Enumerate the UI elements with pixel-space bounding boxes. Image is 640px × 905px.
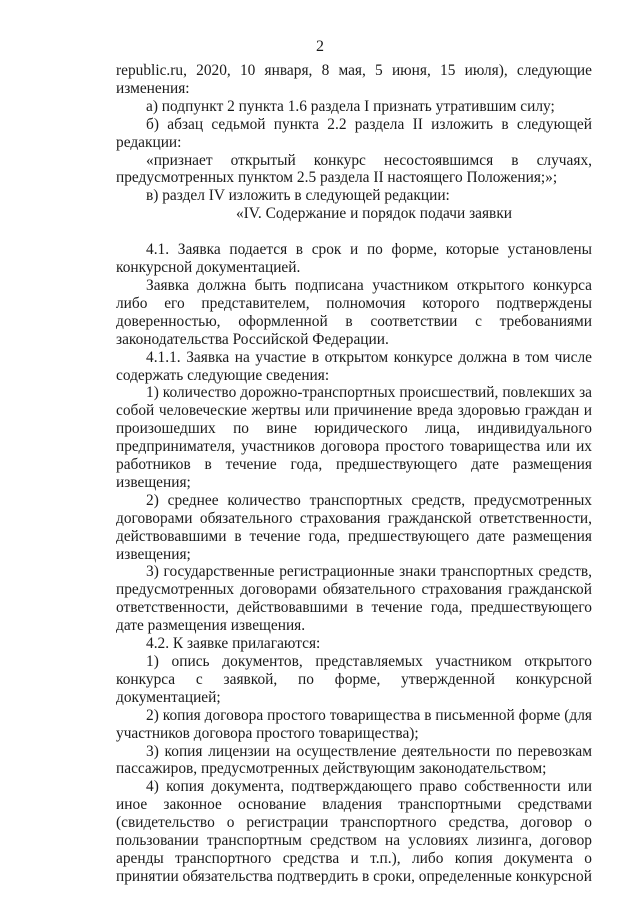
attachment-item-2: 2) копия договора простого товарищества в письменной форме (для участников договора простого товарищества); xyxy=(116,706,592,742)
paragraph-intro: republic.ru, 2020, 10 января, 8 мая, 5 июня, 15 июля), следующие изменения: xyxy=(116,62,592,97)
list-item-3: 3) государственные регистрационные знаки транспортных средств, предусмотренных договорами обязательного страхования гражданской ответственности, действовавшими в течение года, предшествующего дате размещения извещения. xyxy=(116,563,592,635)
attachment-item-3: 3) копия лицензии на осуществление деятельности по перевозкам пассажиров, предусмотренных действующим законодательством; xyxy=(116,742,592,778)
attachment-item-4: 4) копия документа, подтверждающего право собственности или иное законное основание владения транспортными средствами (свидетельство о регистрации транспортного средства, договор о пользовании транспортным средством на условиях лизинга, договор аренды транспортного средства и т.п.), либо копия документа о принятии обязательства подтвердить в сроки, определенные конкурсной xyxy=(116,778,592,885)
paragraph-item-b: б) абзац седьмой пункта 2.2 раздела II изложить в следующей редакции: xyxy=(116,115,592,151)
paragraph-4-2: 4.2. К заявке прилагаются: xyxy=(146,635,321,653)
paragraph-item-a: а) подпункт 2 пункта 1.6 раздела I признать утратившим силу; xyxy=(146,97,555,115)
paragraph-signature: Заявка должна быть подписана участником открытого конкурса либо его представителем, полномочия которого подтверждены доверенностью, оформленной в соответствии с требованиями законодательства Российской Федерации. xyxy=(116,276,592,348)
list-item-2: 2) среднее количество транспортных средств, предусмотренных договорами обязательного страхования гражданской ответственности, действовавшими в течение года, предшествующего дате размещения извещения; xyxy=(116,491,592,563)
document-body xyxy=(116,62,592,886)
section-heading: «IV. Содержание и порядок подачи заявки xyxy=(235,205,513,223)
page-number: 2 xyxy=(316,38,324,55)
paragraph-quote: «признает открытый конкурс несостоявшимся в случаях, предусмотренных пунктом 2.5 раздела II настоящего Положения;»; xyxy=(116,151,592,187)
paragraph-4-1: 4.1. Заявка подается в срок и по форме, которые установлены конкурсной документацией. xyxy=(116,241,592,277)
attachment-item-1: 1) опись документов, представляемых участником открытого конкурса с заявкой, по форме, утвержденной конкурсной документацией; xyxy=(116,653,592,706)
paragraph-4-1-1: 4.1.1. Заявка на участие в открытом конкурсе должна в том числе содержать следующие сведения: xyxy=(116,348,592,384)
list-item-1: 1) количество дорожно-транспортных происшествий, повлекших за собой человеческие жертвы или причинение вреда здоровью граждан и произошедших по вине юридического лица, индивидуального предпринимателя, участников договора простого товарищества или их работников в течение года, предшествующего дате размещения извещения; xyxy=(116,384,592,491)
paragraph-item-c: в) раздел IV изложить в следующей редакции: xyxy=(146,187,450,205)
